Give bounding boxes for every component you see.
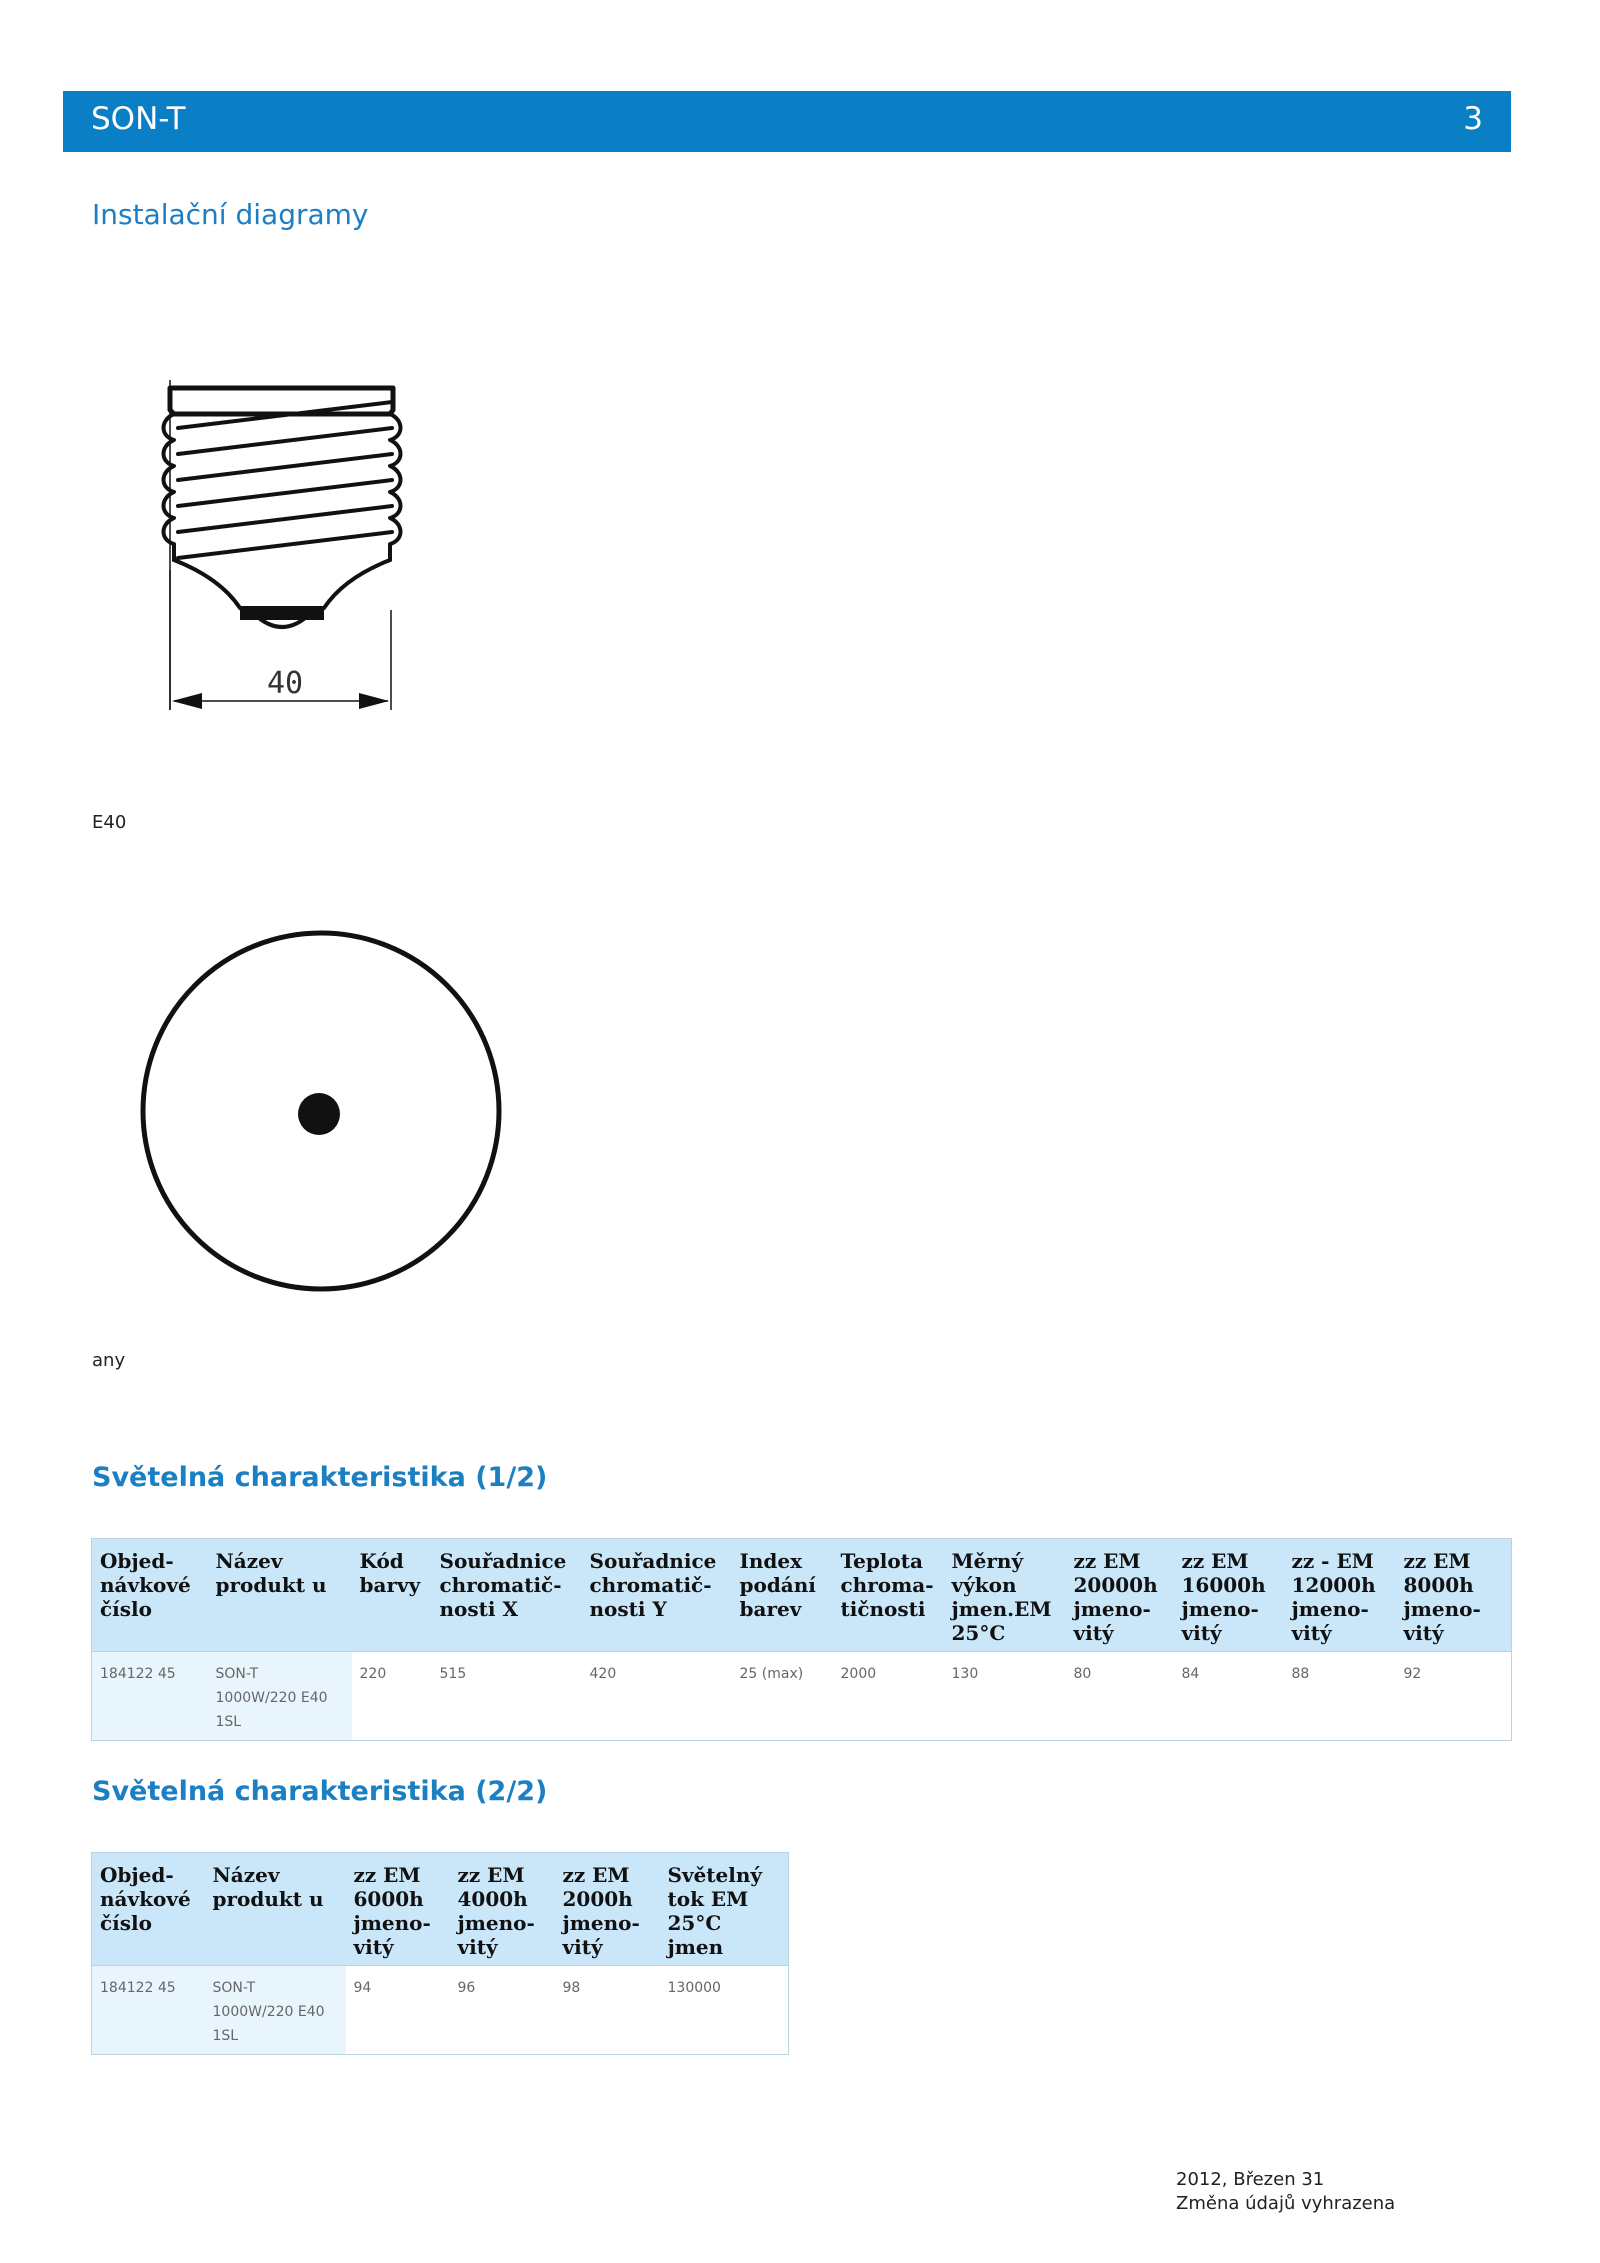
table-row: [92, 1652, 1512, 1741]
diagram-caption-any: any: [92, 1350, 126, 1371]
column-header: zz EM 4000h jmeno- vitý: [450, 1853, 555, 1966]
table-cell: 184122 45: [92, 1966, 205, 2055]
table-header-row: [92, 1853, 789, 1966]
light-characteristics-table-1: [91, 1538, 1512, 1741]
table-cell: SON-T 1000W/220 E40 1SL: [208, 1652, 352, 1741]
column-header: Teplota chroma- tičnosti: [833, 1539, 944, 1652]
footer-note: Změna údajů vyhrazena: [1176, 2193, 1396, 2214]
column-header: Objed- návkové číslo: [92, 1853, 205, 1966]
column-header: zz - EM 12000h jmeno- vitý: [1284, 1539, 1396, 1652]
table-row: [92, 1966, 789, 2055]
table-cell: 420: [582, 1652, 732, 1741]
table-cell: 98: [555, 1966, 660, 2055]
footer-date: 2012, Březen 31: [1176, 2169, 1325, 2190]
footer: [1176, 2168, 1395, 2216]
column-header: zz EM 6000h jmeno- vitý: [346, 1853, 450, 1966]
e40-base-diagram: [160, 380, 410, 720]
table-cell: 88: [1284, 1652, 1396, 1741]
column-header: zz EM 2000h jmeno- vitý: [555, 1853, 660, 1966]
table-cell: 130: [944, 1652, 1066, 1741]
page-number: 3: [1463, 101, 1483, 137]
table-cell: 92: [1396, 1652, 1512, 1741]
column-header: Kód barvy: [352, 1539, 432, 1652]
column-header: Světelný tok EM 25°C jmen: [660, 1853, 789, 1966]
light-characteristics-table-2: [91, 1852, 789, 2055]
dimension-label: 40: [266, 666, 304, 701]
table-cell: SON-T 1000W/220 E40 1SL: [205, 1966, 346, 2055]
table-cell: 2000: [833, 1652, 944, 1741]
table-cell: 84: [1174, 1652, 1284, 1741]
document-title: SON-T: [91, 101, 186, 137]
table-cell: 94: [346, 1966, 450, 2055]
table-cell: 515: [432, 1652, 582, 1741]
header-bar: [63, 91, 1511, 152]
column-header: Index podání barev: [732, 1539, 833, 1652]
column-header: Měrný výkon jmen.EM 25°C: [944, 1539, 1066, 1652]
table-cell: 130000: [660, 1966, 789, 2055]
table-cell: 96: [450, 1966, 555, 2055]
column-header: Název produkt u: [208, 1539, 352, 1652]
table-header-row: [92, 1539, 1512, 1652]
installation-title: Instalační diagramy: [92, 198, 369, 231]
table-cell: 184122 45: [92, 1652, 208, 1741]
diagram-caption-e40: E40: [92, 812, 127, 833]
column-header: Název produkt u: [205, 1853, 346, 1966]
table1-title: Světelná charakteristika (1/2): [92, 1462, 548, 1493]
column-header: zz EM 16000h jmeno- vitý: [1174, 1539, 1284, 1652]
table-cell: 220: [352, 1652, 432, 1741]
table-cell: 80: [1066, 1652, 1174, 1741]
burning-position-diagram: [138, 928, 504, 1294]
table2-title: Světelná charakteristika (2/2): [92, 1776, 548, 1807]
column-header: Souřadnice chromatič- nosti X: [432, 1539, 582, 1652]
column-header: Objed- návkové číslo: [92, 1539, 208, 1652]
column-header: Souřadnice chromatič- nosti Y: [582, 1539, 732, 1652]
column-header: zz EM 8000h jmeno- vitý: [1396, 1539, 1512, 1652]
column-header: zz EM 20000h jmeno- vitý: [1066, 1539, 1174, 1652]
table-cell: 25 (max): [732, 1652, 833, 1741]
